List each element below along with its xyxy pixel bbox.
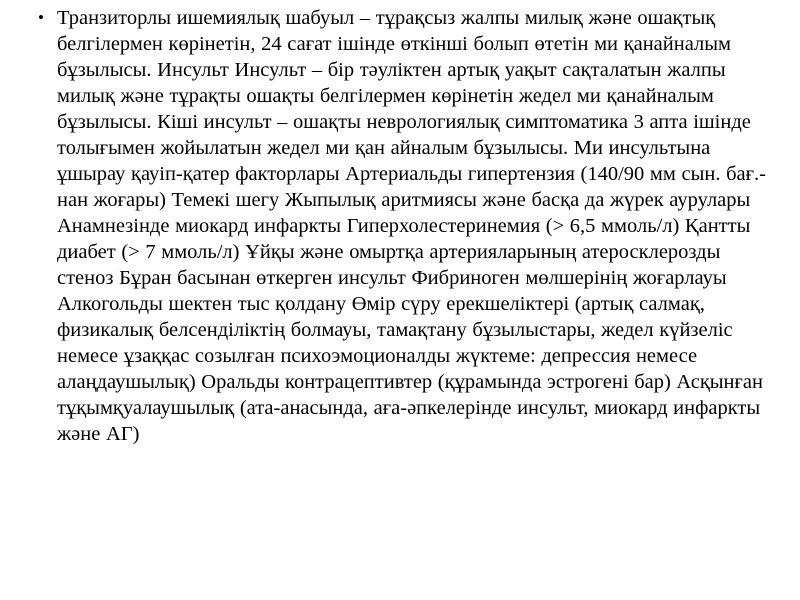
bullet-icon: • xyxy=(38,8,44,27)
slide-body-text: Транзиторлы ишемиялық шабуыл – тұрақсыз жалпы милық және ошақтық белгілермен көрінетін, 24 сағат ішінде өткінші болып өтетін ми қанайналым бұзылысы. Инсульт Инсульт – бір тәуліктен артық уақыт сақталатын жалпы милық және тұрақты ошақты белгілермен көрінетін жедел ми қанайналым бұзылысы. Кіші инсульт – ошақты неврологиялық симптоматика 3 апта ішінде толығымен жойылатын жедел ми қан айналым бұзылысы. Ми инсультына ұшырау қауіп-қатер факторлары Артериальды гипертензия (140/90 мм сын. бағ.-нан жоғары) Темекі шегу Жыпылық аритмиясы және басқа да жүрек аурулары Анамнезінде миокард инфаркты Гиперхолестеринемия (> 6,5 ммоль/л) Қантты диабет (> 7 ммоль/л) Ұйқы және омыртқа артерияларының атеросклерозды стеноз Бұран басынан өткерген инсульт Фибриноген мөлшерінің жоғарлауы Алкогольды шектен тыс қолдану Өмір сүру ерекшеліктері (артық салмақ, физикалық белсенділіктің болмауы, тамақтану бұзылыстары, жедел күйзеліс немесе ұзаққас созылған психоэмоционалды жүктеме: депрессия немесе алаңдаушылық) Оральды контрацептивтер (құрамында эстрогені бар) Асқынған тұқымқуалаушылық (ата-анасында, аға-әпкелерінде инсульт, миокард инфаркты және АГ) xyxy=(57,7,766,445)
